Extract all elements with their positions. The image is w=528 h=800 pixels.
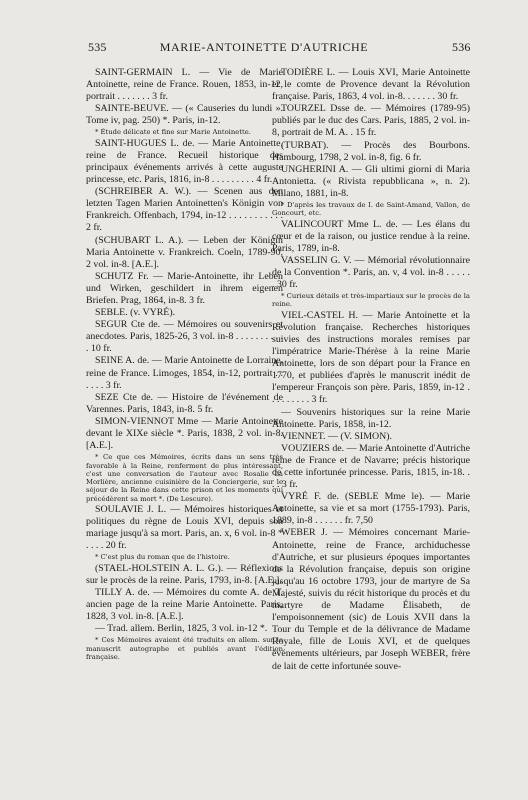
bibliography-entry: SAINT-HUGUES L. de. — Marie Antoinette, reine de France. Recueil historique des principaux événements arrivés à cette auguste princesse, etc. Paris, 1816, in-8 . . . . . . . . . 4 fr.: [86, 137, 283, 186]
bibliography-entry: VOUZIERS de. — Marie Antoinette d'Autriche reine de France et de Navarre; précis historique de cette infortunée princesse. Paris, 1815, in-18. . . . 3 fr.: [272, 442, 470, 491]
bibliography-entry: VIEL-CASTEL H. — Marie Antoinette et la Révolution française. Recherches historiques suivies des instructions morales remises par l'impératrice Marie-Thérèse à la reine Marie Antoinette, lors de son départ pour la France en 1770, et publiées d'après le manuscrit inédit de l'empereur François son père. Paris, 1859, in-12 . . . . . . . . . 3 fr.: [272, 309, 470, 406]
bibliography-entry: VIENNET. — (V. SIMON).: [281, 430, 392, 442]
page-number-right: 536: [452, 40, 471, 54]
bibliography-entry: WEBER J. — Mémoires concernant Marie-Antoinette, reine de France, archiduchesse d'Autriche, et sur plusieurs époques importantes de la Révolution française, depuis son origine jusqu'au 16 octobre 1793, jour de martyre de Sa Majesté, suivis du récit historique du procès et du martyre de Madame Élisabeth, de l'empoisonnement (sic) de Louis XVII dans la Tour du Temple et de la délivrance de Madame Royale, fille de Louis XVI, et de quelques événements ultérieurs, par Joseph WEBER, frère de lait de cette infortunée souve-: [272, 527, 470, 672]
bibliography-entry: (SCHUBART L. A.). — Leben der Königin Maria Antoinette v. Frankreich. Coeln, 1789-90, 2 vol. in-8. [A.E.].: [86, 234, 283, 270]
bibliography-entry: VALINCOURT Mme L. de. — Les élans du cœur et de la raison, ou justice rendue à la reine. Paris, 1789, in-8.: [272, 218, 470, 254]
bibliography-entry: — Trad. allem. Berlin, 1825, 3 vol. in-12 *.: [95, 623, 268, 635]
bibliography-entry: SAINT-GERMAIN L. — Vie de Marie Antoinette, reine de France. Rouen, 1853, in-12, portrait . . . . . . . 3 fr.: [86, 67, 283, 103]
bibliography-entry: SEZE Cte de. — Histoire de l'événement de Varennes. Paris, 1843, in-8. 5 fr.: [86, 391, 283, 415]
bibliography-entry: SOULAVIE J. L. — Mémoires historiques et politiques du règne de Louis XVI, depuis son mariage jusqu'à sa mort. Paris, an. x, 6 vol. in-8 * . . . . 20 fr.: [86, 503, 283, 552]
bibliography-entry: — Souvenirs historiques sur la reine Marie Antoinette. Paris, 1858, in-12.: [272, 406, 470, 430]
bibliography-footnote: * Ce que ces Mémoires, écrits dans un sens très favorable à la Reine, renferment de plus intéressant, c'est une conversation de l'auteur avec Rosalie La Morlière, ancienne cuisinière de la Conciergerie, sur le séjour de la Reine dans cette prison et les moments qui précédèrent sa mort *. (De Lescure).: [86, 453, 283, 503]
bibliography-footnote: * D'après les travaux de I. de Saint-Amand, Vallon, de Goncourt, etc.: [272, 201, 470, 218]
bibliography-entry: SEGUR Cte de. — Mémoires ou souvenirs et anecdotes. Paris, 1825-26, 3 vol. in-8 . . . . . . . . . . . 10 fr.: [86, 319, 283, 355]
running-title: MARIE-ANTOINETTE D'AUTRICHE: [159, 40, 369, 54]
bibliography-entry: (TURBAT). — Procès des Bourbons. Hambourg, 1798, 2 vol. in-8, fig. 6 fr.: [272, 139, 470, 163]
bibliography-footnote: * C'est plus du roman que de l'histoire.: [95, 553, 230, 562]
bibliography-entry: SEINE A. de. — Marie Antoinette de Lorraine, reine de France. Limoges, 1854, in-12, portrait . . . . . . 3 fr.: [86, 355, 283, 391]
left-column: [86, 67, 283, 662]
bibliography-entry: SEBLE. (v. VYRÉ).: [95, 307, 176, 319]
bibliography-entry: TOURZEL Dsse de. — Mémoires (1789-95) publiés par le duc des Cars. Paris, 1885, 2 vol. in-8, portrait de M. A. . 15 fr.: [272, 103, 470, 139]
bibliography-entry: VYRÉ F. de. (SEBLE Mme le). — Marie Antoinette, sa vie et sa mort (1755-1793). Paris, 1889, in-8 . . . . . . fr. 7,50: [272, 491, 470, 527]
bibliography-entry: (STAEL-HOLSTEIN A. L. G.). — Réflexions sur le procès de la reine. Paris, 1793, in-8. [A.E.].: [86, 562, 283, 586]
bibliography-entry: TODIÈRE L. — Louis XVI, Marie Antoinette et le comte de Provence devant la Révolution française. Paris, 1863, 4 vol. in-8. . . . . . . 30 fr.: [272, 67, 470, 103]
bibliography-entry: VASSELIN G. V. — Mémorial révolutionnaire de la Convention *. Paris, an. v, 4 vol. in-8 . . . . . . 30 fr.: [272, 254, 470, 291]
bibliography-entry: SCHUTZ Fr. — Marie-Antoinette, ihr Leben und Wirken, geschildert in ihrem eigenen Briefen. Prag, 1864, in-8. 3 fr.: [86, 270, 283, 306]
page-number-left: 535: [88, 40, 107, 54]
bibliography-entry: (SCHREIBER A. W.). — Scenen aus den letzten Tagen Marien Antoinetten's Königin von Frankreich. Offenbach, 1794, in-12 . . . . . . . . . . . 2 fr.: [86, 186, 283, 234]
running-header: [0, 40, 528, 56]
bibliography-entry: SIMON-VIENNOT Mme — Marie Antoinette devant le XIXe siècle *. Paris, 1838, 2 vol. in-8. [A.E.].: [86, 415, 283, 452]
bibliography-footnote: * Ces Mémoires avaient été traduits en allem. sur le manuscrit autographe et publiés avant l'édition française.: [86, 636, 283, 661]
right-column: [272, 67, 470, 673]
bibliography-entry: SAINTE-BEUVE. — (« Causeries du lundi ». Tome iv, pag. 250) *. Paris, in-12.: [86, 103, 283, 127]
bibliography-entry: UNGHERINI A. — Gli ultimi giorni di Maria Antonietta. (« Rivista repubblicana », n. 2). Milano, 1881, in-8.: [272, 163, 470, 199]
bibliography-entry: TILLY A. de. — Mémoires du comte A. de T. ancien page de la reine Marie Antoinette. Paris, 1828, 3 vol. in-8. [A.E.].: [86, 586, 283, 623]
bibliography-footnote: * Curieux détails et très-impartiaux sur le procès de la reine.: [272, 292, 470, 309]
bibliography-footnote: * Étude délicate et fine sur Marie Antoinette.: [95, 128, 251, 137]
